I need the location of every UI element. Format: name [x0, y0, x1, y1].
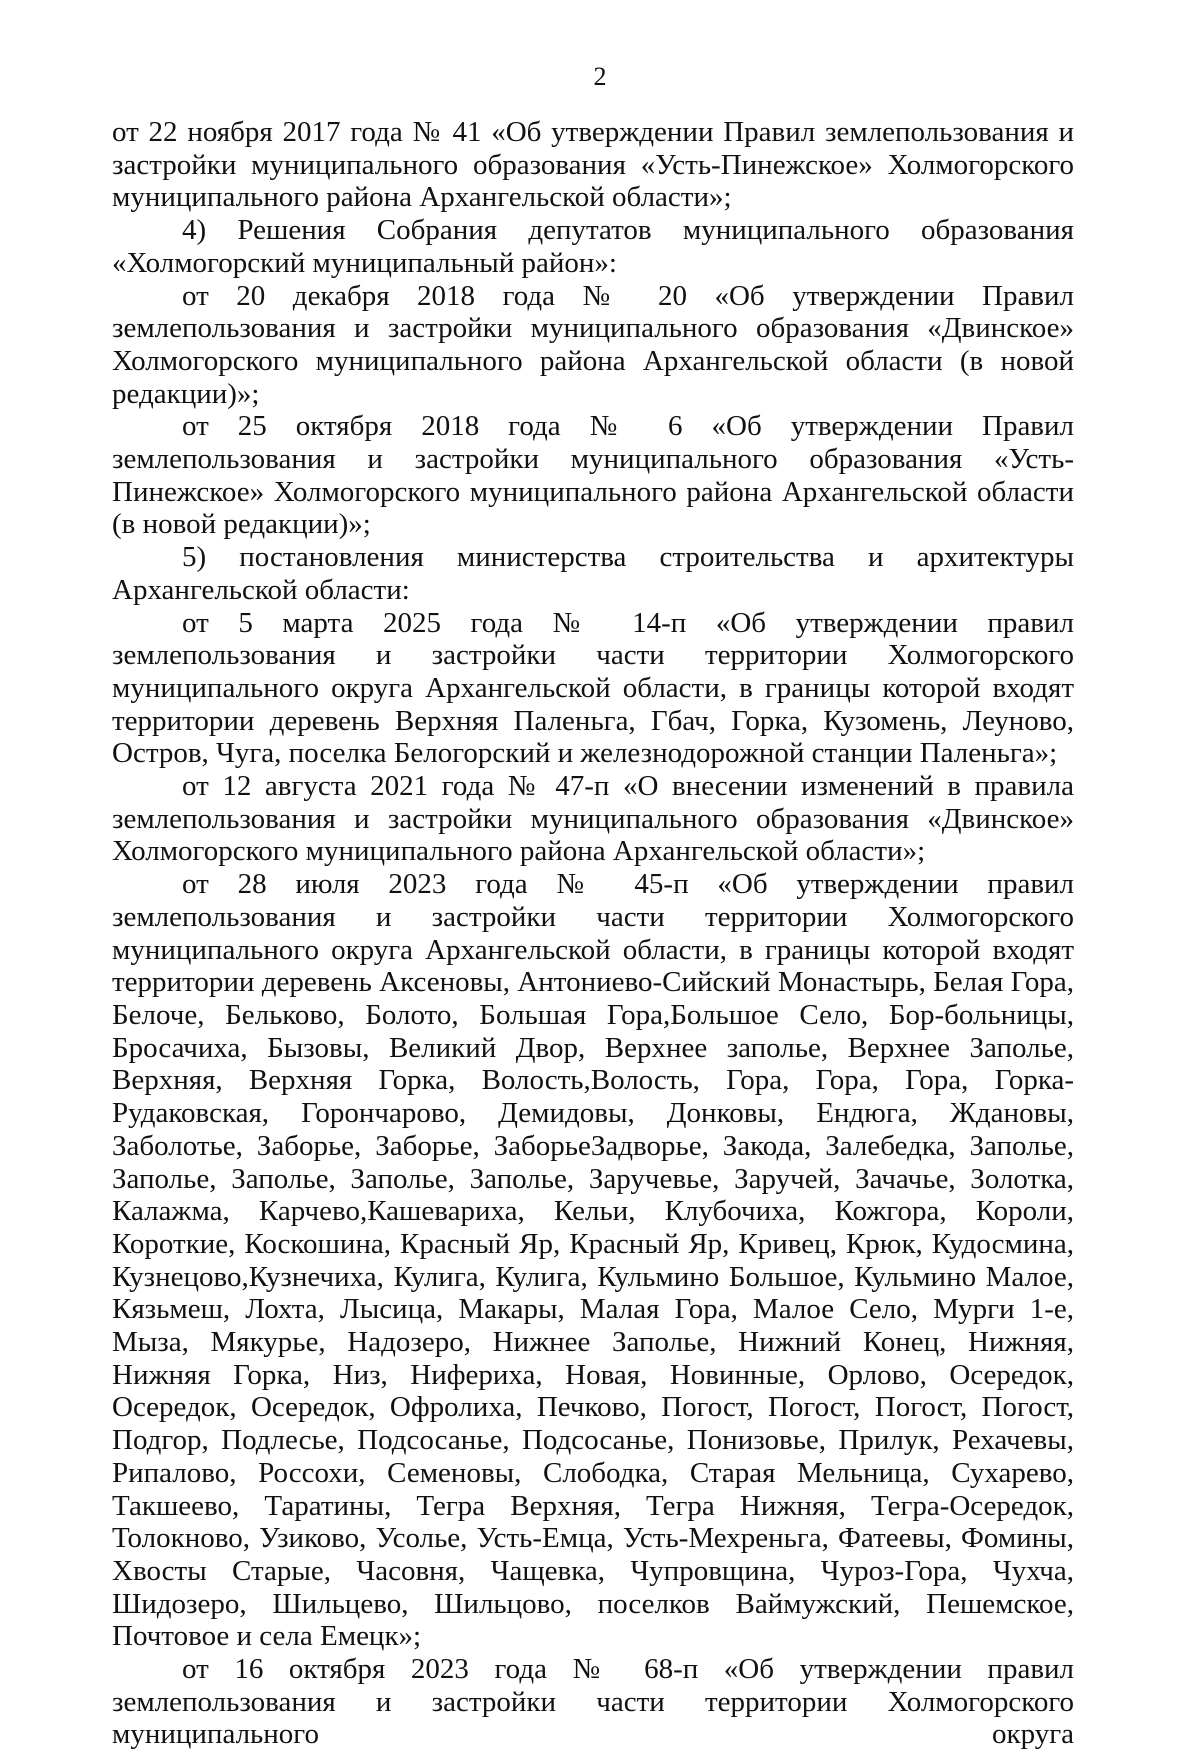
paragraph-5: 5) постановления министерства строительства и архитектуры Архангельской области:: [112, 541, 1074, 606]
paragraph-7: от 12 августа 2021 года № 47-п «О внесении изменений в правила землепользования и застройки муниципального образования «Двинское» Холмогорского муниципального района Архангельской области»;: [112, 770, 1074, 868]
paragraph-6: от 5 марта 2025 года № 14-п «Об утверждении правил землепользования и застройки части территории Холмогорского муниципального округа Архангельской области, в границы которой входят территории деревень Верхняя Паленьга, Гбач, Горка, Кузомень, Леуново, Остров, Чуга, поселка Белогорский и железнодорожной станции Паленьга»;: [112, 606, 1074, 770]
paragraph-3: от 20 декабря 2018 года № 20 «Об утверждении Правил землепользования и застройки муниципального образования «Двинское» Холмогорского муниципального района Архангельской области (в новой редакции)»;: [112, 279, 1074, 410]
paragraph-9: от 16 октября 2023 года № 68-п «Об утверждении правил землепользования и застройки части территории Холмогорского муниципального округа: [112, 1653, 1074, 1751]
paragraph-4: от 25 октября 2018 года № 6 «Об утверждении Правил землепользования и застройки муниципального образования «Усть-Пинежское» Холмогорского муниципального района Архангельской области (в новой редакции)»;: [112, 410, 1074, 541]
page-number: 2: [593, 62, 607, 91]
paragraph-2: 4) Решения Собрания депутатов муниципального образования «Холмогорский муниципальный район»:: [112, 214, 1074, 279]
paragraph-1: от 22 ноября 2017 года № 41 «Об утверждении Правил землепользования и застройки муниципального образования «Усть-Пинежское» Холмогорского муниципального района Архангельской области»;: [112, 116, 1074, 214]
document-body: [112, 116, 1074, 1751]
paragraph-8: от 28 июля 2023 года № 45-п «Об утверждении правил землепользования и застройки части территории Холмогорского муниципального округа Архангельской области, в границы которой входят территории деревень Аксеновы, Антониево-Сийский Монастырь, Белая Гора, Белоче, Бельково, Болото, Большая Гора,Большое Село, Бор-больницы, Бросачиха, Бызовы, Великий Двор, Верхнее заполье, Верхнее Заполье, Верхняя, Верхняя Горка, Волость,Волость, Гора, Гора, Гора, Горка-Рудаковская, Горончарово, Демидовы, Донковы, Ендюга, Ждановы, Заболотье, Заборье, Заборье, ЗаборьеЗадворье, Закода, Залебедка, Заполье, Заполье, Заполье, Заполье, Заполье, Заручевье, Заручей, Зачачье, Золотка, Калажма, Карчево,Кашевариха, Кельи, Клубочиха, Кожгора, Короли, Короткие, Коскошина, Красный Яр, Красный Яр, Кривец, Крюк, Кудосмина, Кузнецово,Кузнечиха, Кулига, Кулига, Кульмино Большое, Кульмино Малое, Кязьмеш, Лохта, Лысица, Макары, Малая Гора, Малое Село, Мурги 1-е, Мыза, Мякурье, Надозеро, Нижнее Заполье, Нижний Конец, Нижняя, Нижняя Горка, Низ, Нифериха, Новая, Новинные, Орлово, Осередок, Осередок, Осередок, Офролиха, Печково, Погост, Погост, Погост, Погост, Подгор, Подлесье, Подсосанье, Подсосанье, Понизовье, Прилук, Рехачевы, Рипалово, Россохи, Семеновы, Слободка, Старая Мельница, Сухарево, Такшеево, Таратины, Тегра Верхняя, Тегра Нижняя, Тегра-Осередок, Толокново, Узиково, Усолье, Усть-Емца, Усть-Мехреньга, Фатеевы, Фомины, Хвосты Старые, Часовня, Чащевка, Чупровщина, Чуроз-Гора, Чухча, Шидозеро, Шильцево, Шильцово, поселков Ваймужский, Пешемское, Почтовое и села Емецк»;: [112, 868, 1074, 1653]
